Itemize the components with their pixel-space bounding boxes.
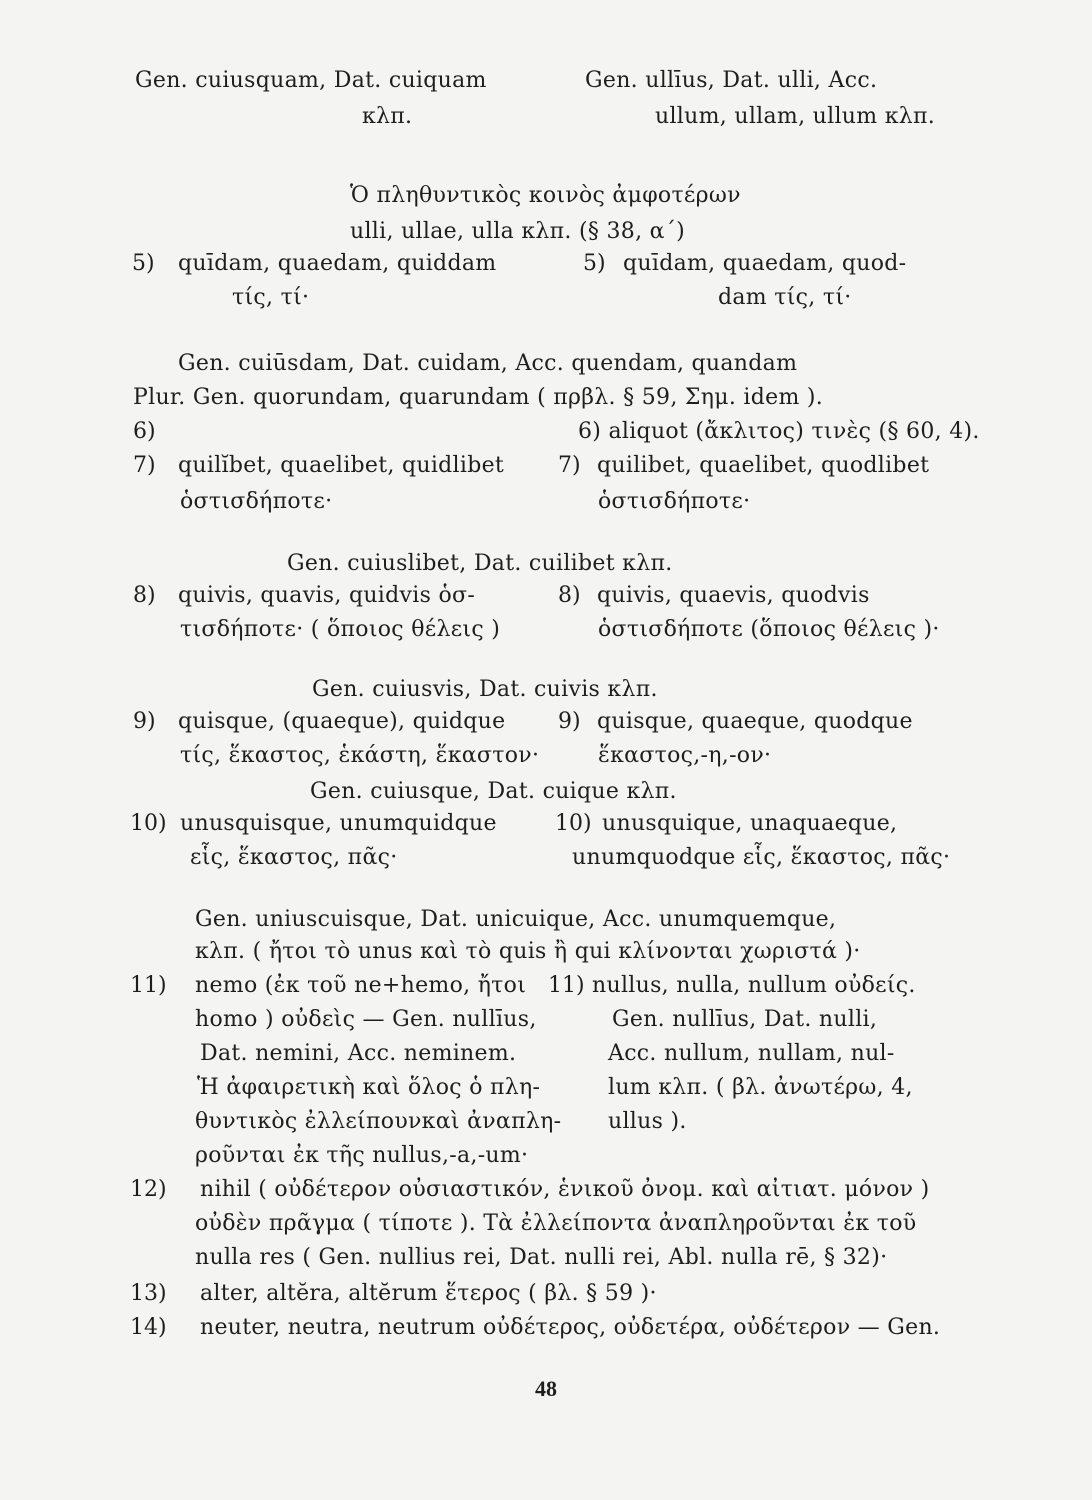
nihil-note: nihil ( οὐδέτερον οὐσιαστικόν, ἑνικοῦ ὀνομ. καὶ αἰτιατ. μόνον ) xyxy=(200,1177,930,1202)
tis-ti-left: τίς, τί· xyxy=(232,285,310,310)
quidam-left: quīdam, quaedam, quiddam xyxy=(178,251,497,276)
item-number-9: 9) xyxy=(133,709,156,734)
item-number-7: 7) xyxy=(133,453,156,478)
ullum-forms: ullum, ullam, ullum κλπ. xyxy=(655,104,936,129)
item-number-8-right: 8) xyxy=(558,583,581,608)
ekastos-right: ἕκαστος,-η,-ον· xyxy=(598,743,772,768)
page-number: 48 xyxy=(535,1376,557,1401)
klp-itoi-note: κλπ. ( ἤτοι τὸ unus καὶ τὸ quis ἢ qui κλίνονται χωριστά )· xyxy=(195,939,861,964)
item-number-12: 12) xyxy=(130,1177,167,1202)
item-number-11-right: 11) xyxy=(548,973,585,998)
dat-nemini: Dat. nemini, Acc. neminem. xyxy=(200,1041,517,1066)
item-number-9-right: 9) xyxy=(558,709,581,734)
quilibet-left: quilĭbet, quaelibet, quidlibet xyxy=(178,453,505,478)
quivis-left: quivis, quavis, quidvis ὁσ- xyxy=(178,583,476,608)
nulla-res: nulla res ( Gen. nullius rei, Dat. nulli rei, Abl. nulla rē, § 32)· xyxy=(195,1245,888,1270)
item-number-10-right: 10) xyxy=(555,811,592,836)
klp-abbrev: κλπ. xyxy=(362,104,413,129)
pletrountai-nullus: ροῦνται ἐκ τῆς nullus,-a,-um· xyxy=(195,1143,529,1168)
quisque-left: quisque, (quaeque), quidque xyxy=(178,709,506,734)
gen-cuiusvis: Gen. cuiusvis, Dat. cuivis κλπ. xyxy=(312,677,658,702)
unusquique-right: unusquique, unaquaeque, xyxy=(602,811,898,836)
item-number-5-right: 5) xyxy=(583,251,606,276)
item-number-11: 11) xyxy=(130,973,167,998)
gen-cuiusque: Gen. cuiusque, Dat. cuique κλπ. xyxy=(310,779,677,804)
gen-uniuscuisque: Gen. uniuscuisque, Dat. unicuique, Acc. unumquemque, xyxy=(195,907,837,932)
gen-cuiuslibet: Gen. cuiuslibet, Dat. cuilibet κλπ. xyxy=(287,551,673,576)
quilibet-right: quilibet, quaelibet, quodlibet xyxy=(597,453,930,478)
item-number-13: 13) xyxy=(130,1281,167,1306)
plithyntikos-note: θυντικὸς ἐλλείπουνκαὶ ἀναπλη- xyxy=(195,1109,562,1134)
nemo-left: nemo (ἐκ τοῦ ne+hemo, ἤτοι xyxy=(195,973,527,998)
gen-cuiusquam: Gen. cuiusquam, Dat. cuiquam xyxy=(135,68,487,93)
quidam-right: quīdam, quaedam, quod- xyxy=(623,251,907,276)
item-number-6: 6) xyxy=(133,419,156,444)
ostisdipote-right: ὁστισδήποτε· xyxy=(598,489,751,514)
ulli-forms: ulli, ullae, ulla κλπ. (§ 38, α΄) xyxy=(350,219,686,244)
plur-gen-quorundam: Plur. Gen. quorundam, quarundam ( πρβλ. § 59, Σημ. idem ). xyxy=(133,385,824,410)
dam-tis-ti: dam τίς, τί· xyxy=(718,285,852,310)
lum-klp-vl: lum κλπ. ( βλ. ἀνωτέρω, 4, xyxy=(608,1075,913,1100)
unumquodque-right: unumquodque εἷς, ἕκαστος, πᾶς· xyxy=(572,845,951,870)
nullus-right: nullus, nulla, nullum οὐδείς. xyxy=(592,973,916,998)
tisdipote-left: τισδήποτε· ( ὅποιος θέλεις ) xyxy=(180,617,501,642)
item-number-7-right: 7) xyxy=(558,453,581,478)
ostisdipote-left: ὁστισδήποτε· xyxy=(180,489,333,514)
acc-nullum: Acc. nullum, nullam, nul- xyxy=(608,1041,895,1066)
alter-forms: alter, altĕra, altĕrum ἕτερος ( βλ. § 59 )· xyxy=(200,1281,657,1306)
quivis-right: quivis, quaevis, quodvis xyxy=(597,583,870,608)
ostisdipote-opoios: ὁστισδήποτε (ὅποιος θέλεις )· xyxy=(598,617,940,642)
gen-cuiusdam: Gen. cuiūsdam, Dat. cuidam, Acc. quendam, quandam xyxy=(178,351,798,376)
item-number-5: 5) xyxy=(132,251,155,276)
ekastos-left: τίς, ἕκαστος, ἑκάστη, ἕκαστον· xyxy=(180,743,540,768)
eis-ekastos-left: εἷς, ἕκαστος, πᾶς· xyxy=(190,845,398,870)
gen-nullius-right: Gen. nullīus, Dat. nulli, xyxy=(612,1007,878,1032)
aliquot: 6) aliquot (ἄκλιτος) τινὲς (§ 60, 4). xyxy=(578,419,980,444)
ouden-pragma: οὐδὲν πρᾶγμα ( τίποτε ). Τὰ ἐλλείποντα ἀναπληροῦνται ἐκ τοῦ xyxy=(195,1211,917,1236)
plural-note: Ὁ πληθυντικὸς κοινὸς ἀμφοτέρων xyxy=(350,183,741,208)
quisque-right: quisque, quaeque, quodque xyxy=(597,709,913,734)
gen-ullius: Gen. ullīus, Dat. ulli, Acc. xyxy=(585,68,878,93)
item-number-10: 10) xyxy=(130,811,167,836)
neuter-forms: neuter, neutra, neutrum οὐδέτερος, οὐδετέρα, οὐδέτερον — Gen. xyxy=(200,1315,941,1340)
homo-oudeis: homo ) οὐδεὶς — Gen. nullīus, xyxy=(195,1007,537,1032)
afairetiki-note: Ἡ ἀφαιρετικὴ καὶ ὅλος ὁ πλη- xyxy=(197,1075,541,1100)
ullus-ref: ullus ). xyxy=(608,1109,687,1134)
item-number-8: 8) xyxy=(133,583,156,608)
item-number-14: 14) xyxy=(130,1315,167,1340)
unusquisque-left: unusquisque, unumquidque xyxy=(180,811,497,836)
